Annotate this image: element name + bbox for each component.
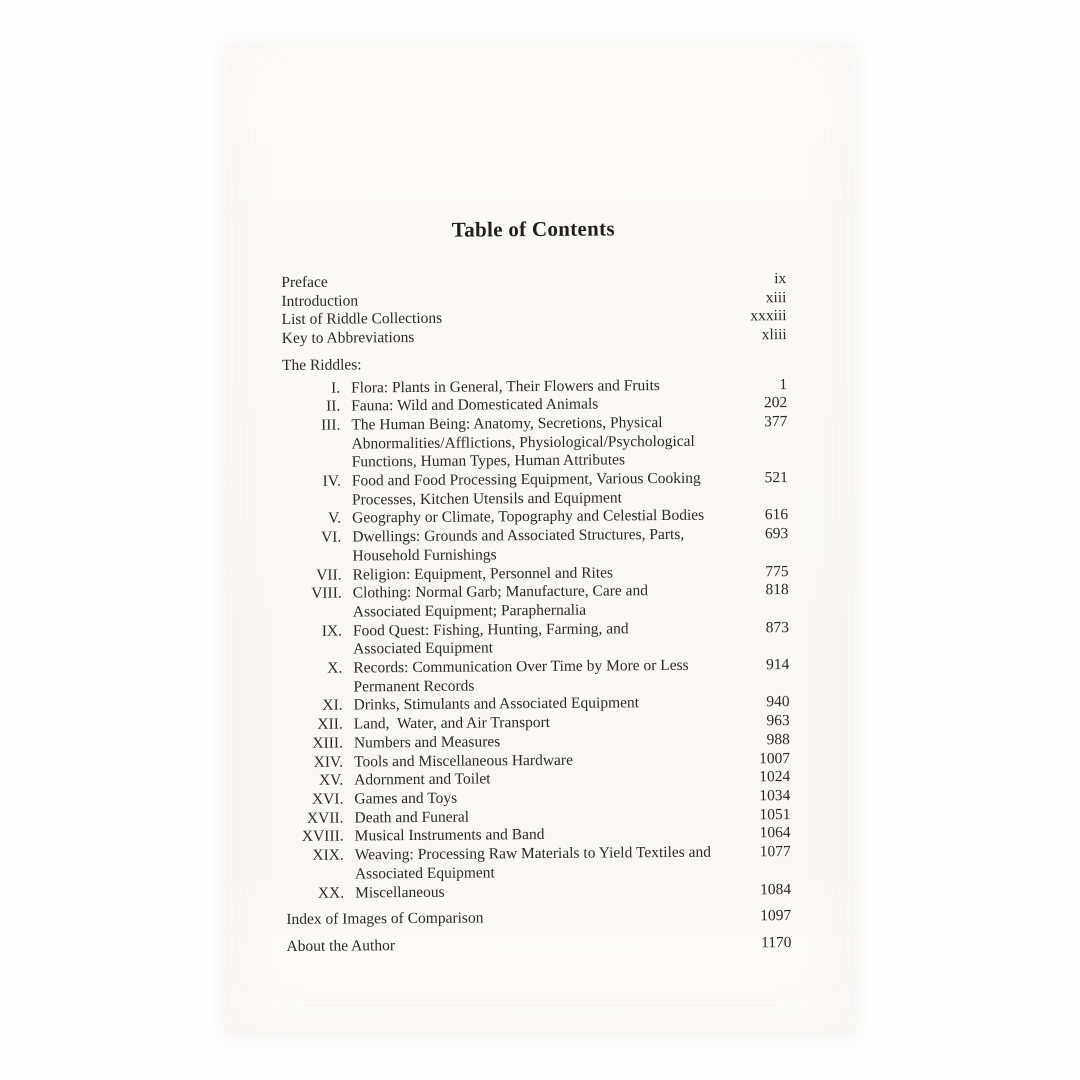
toc-entry-page: ix (774, 270, 787, 288)
toc-entry-page: 693 (764, 525, 789, 543)
toc-entry-title: Dwellings: Grounds and Associated Structures, Parts, Household Furnishings (352, 526, 685, 565)
toc-entry-title: The Human Being: Anatomy, Secretions, Physical Abnormalities/Afflictions, Physiological/Psychological Functions, Human Types, Human Attributes (351, 413, 695, 471)
toc-entry-page: 873 (765, 618, 790, 636)
toc-entry-title: Clothing: Normal Garb; Manufacture, Care and Associated Equipment; Paraphernalia (352, 582, 649, 621)
page-content (221, 43, 858, 958)
section-heading: The Riddles: (281, 356, 362, 374)
toc-entry-numeral: IX. (321, 622, 343, 640)
toc-entry-page: xxxiii (750, 307, 787, 325)
toc-entry-page: 202 (763, 394, 788, 412)
toc-entry (284, 581, 789, 622)
toc-entry-numeral: XV. (318, 771, 344, 790)
toc-entry-numeral: XII. (317, 715, 343, 733)
toc-entry-page: 1051 (759, 805, 791, 823)
toc-entry-numeral: XIV. (313, 753, 344, 771)
toc-entry-label: About the Author (286, 937, 396, 955)
toc-entry-page: 818 (765, 581, 789, 599)
toc-entry-page: 775 (765, 562, 789, 580)
toc-entry-title: Food Quest: Fishing, Hunting, Farming, and Associated Equipment (352, 619, 629, 658)
toc-entry-numeral: X. (327, 659, 343, 677)
toc-entry-label: Introduction (281, 292, 359, 310)
toc-entry-numeral: XVIII. (301, 827, 344, 846)
toc-entry-numeral: XIX. (312, 846, 344, 864)
toc-entry-title: Religion: Equipment, Personnel and Rites (352, 563, 614, 584)
toc-entry-numeral: IV. (322, 472, 341, 490)
page-surface (225, 45, 855, 1035)
toc-entry (286, 907, 791, 930)
toc-entry-numeral: XVI. (311, 790, 344, 808)
page-title: Table of Contents (451, 216, 615, 242)
toc-entry-page: 988 (766, 730, 790, 749)
toc-entry-page: 1077 (759, 843, 791, 861)
toc-entry-title: Death and Funeral (354, 808, 470, 827)
toc-entry-page: 940 (766, 693, 790, 711)
toc-entry-page: 1064 (759, 824, 791, 842)
toc-entry-title: Numbers and Measures (353, 733, 501, 752)
toc-entry-numeral: XIII. (312, 734, 343, 752)
toc-entry-page: 1007 (758, 749, 791, 767)
toc-entry-title: Records: Communication Over Time by More or Less Permanent Records (353, 656, 689, 696)
toc-entry-label: Preface (281, 273, 328, 292)
toc-entry (283, 469, 788, 510)
toc-entry-title: Musical Instruments and Band (354, 826, 545, 845)
toc-entry-page: 1 (779, 375, 788, 393)
toc-entry-numeral: VIII. (311, 584, 342, 603)
toc-entry-page: 1097 (760, 907, 792, 925)
toc-entry-title: Land, Water, and Air Transport (353, 714, 551, 733)
toc-entry-title: Food and Food Processing Equipment, Various Cooking Processes, Kitchen Utensils and Equipment (351, 469, 701, 509)
toc-entry-numeral: XI. (322, 697, 343, 715)
toc-entry-page: 1034 (759, 787, 791, 805)
toc-entry (284, 656, 789, 697)
toc-entry-title: Weaving: Processing Raw Materials to Yield Textiles and Associated Equipment (354, 843, 712, 883)
toc-entry-numeral: I. (330, 379, 341, 397)
toc-entry-title: Games and Toys (354, 789, 458, 808)
toc-entry-numeral: III. (320, 416, 341, 434)
toc-entry-page: 914 (765, 656, 790, 674)
toc-entry-title: Fauna: Wild and Domesticated Animals (351, 395, 599, 415)
toc-entry-label: Key to Abbreviations (281, 329, 415, 348)
toc-entry-title: Adornment and Toilet (354, 770, 491, 789)
toc-entry (286, 934, 791, 957)
toc-entry-page: xiii (765, 288, 787, 306)
toc-entry-label: List of Riddle Collections (281, 310, 443, 329)
toc-entry (283, 525, 788, 566)
toc-entry-title: Miscellaneous (355, 883, 445, 901)
toc-entry-title: Flora: Plants in General, Their Flowers and Fruits (351, 376, 660, 396)
toc-entry-title: Drinks, Stimulants and Associated Equipment (353, 694, 640, 714)
toc-entry-title: Geography or Climate, Topography and Celestial Bodies (352, 507, 705, 527)
front-matter-list (281, 270, 787, 349)
back-matter-list (286, 907, 791, 956)
toc-entry-page: 377 (764, 412, 788, 431)
toc-entry (286, 843, 791, 884)
toc-entry-page: 1024 (759, 768, 791, 786)
toc-entry-numeral: VI. (320, 528, 342, 546)
toc-entry (282, 413, 787, 473)
toc-entry (286, 881, 791, 904)
toc-entry-page: 521 (764, 469, 788, 487)
riddle-list (282, 376, 791, 904)
toc-entry-page: 963 (766, 712, 790, 730)
toc-entry-numeral: V. (327, 510, 342, 528)
toc-entry (282, 326, 787, 349)
toc-entry-numeral: II. (325, 397, 341, 415)
toc-entry-numeral: VII. (316, 566, 342, 584)
toc-entry-label: Index of Images of Comparison (286, 909, 484, 929)
toc-entry-page: 616 (764, 506, 789, 524)
toc-entry-page: 1170 (760, 933, 792, 952)
toc-entry-numeral: XVII. (306, 809, 344, 827)
toc-entry-page: xliii (761, 326, 787, 344)
toc-entry (284, 619, 789, 660)
toc-entry-title: Tools and Miscellaneous Hardware (353, 751, 573, 771)
toc-entry-numeral: XX. (317, 884, 345, 902)
toc-entry-page: 1084 (759, 880, 792, 898)
